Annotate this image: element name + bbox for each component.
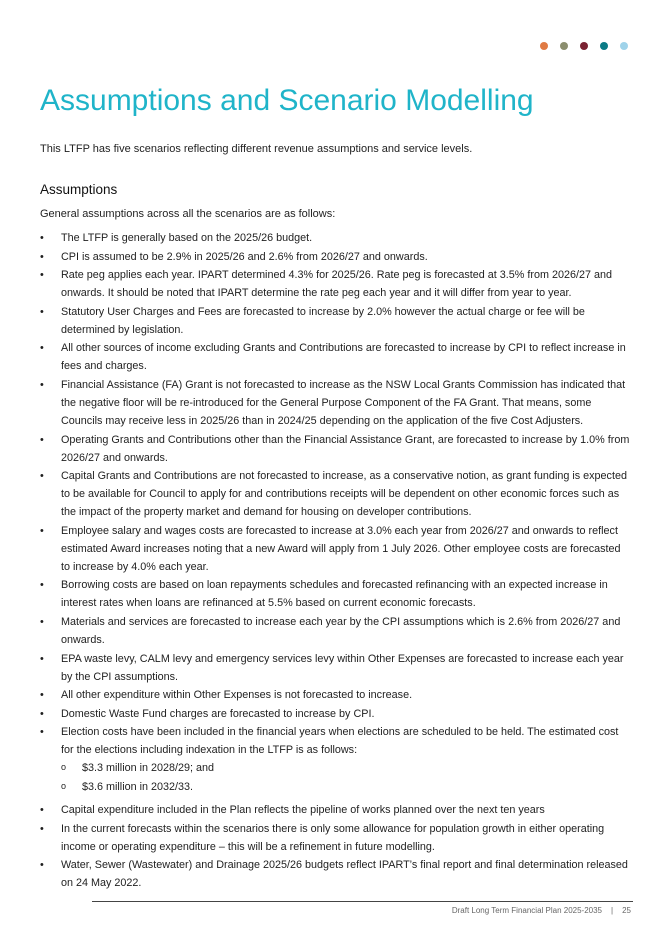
section-intro: General assumptions across all the scenarios are as follows: [40, 208, 336, 220]
list-item-text: Election costs have been included in the financial years when elections are scheduled to be held. The estimated cost for the elections including indexation in the LTFP is as follows: [61, 726, 619, 757]
page-number: 25 [622, 906, 631, 915]
dot-maroon [580, 42, 588, 50]
list-item: • Capital expenditure included in the Plan reflects the pipeline of works planned over the next ten years [40, 801, 632, 819]
list-item: • The LTFP is generally based on the 2025/26 budget. [40, 229, 632, 247]
list-item: • All other sources of income excluding Grants and Contributions are forecasted to increase by CPI to reflect increase in fees and charges. [40, 339, 632, 375]
list-item: • Statutory User Charges and Fees are forecasted to increase by 2.0% however the actual charge or fee will be determined by legislation. [40, 303, 632, 339]
election-sublist [61, 759, 632, 796]
list-item: • Employee salary and wages costs are forecasted to increase at 3.0% each year from 2026/27 and onwards to reflect estimated Award increases noting that a new Award will apply from 1 July 2026. Other employee costs are forecasted to increase by 4.0% each year. [40, 522, 632, 576]
list-item: • Operating Grants and Contributions other than the Financial Assistance Grant, are forecasted to increase by 1.0% from 2026/27 and onwards. [40, 431, 632, 467]
footer-doc-title: Draft Long Term Financial Plan 2025-2035 [451, 906, 603, 915]
sub-list-item: o $3.6 million in 2032/33. [61, 778, 632, 796]
assumptions-list [40, 229, 632, 893]
dot-teal [600, 42, 608, 50]
sub-list-item: o $3.3 million in 2028/29; and [61, 759, 632, 777]
list-item-elections [40, 723, 632, 796]
list-item: • Materials and services are forecasted to increase each year by the CPI assumptions which is 2.6% from 2026/27 and onwards. [40, 613, 632, 649]
dot-orange [540, 42, 548, 50]
list-item: • All other expenditure within Other Expenses is not forecasted to increase. [40, 686, 632, 704]
footer-separator: | [611, 906, 614, 915]
list-item: • Borrowing costs are based on loan repayments schedules and forecasted refinancing with an expected increase in interest rates when loans are refinanced at 5.5% based on current economic forecasts. [40, 576, 632, 612]
list-item: • CPI is assumed to be 2.9% in 2025/26 and 2.6% from 2026/27 and onwards. [40, 248, 632, 266]
page-title: Assumptions and Scenario Modelling [40, 84, 534, 117]
list-item: • Financial Assistance (FA) Grant is not forecasted to increase as the NSW Local Grants Commission has indicated that the negative floor will be re-introduced for the General Purpose Component of the FA Grant. That means, some Councils may receive less in 2025/26 than in 2024/25 depending on the application of the five Cost Adjusters. [40, 376, 632, 430]
list-item: • In the current forecasts within the scenarios there is only some allowance for population growth in either operating income or operating expenditure – this will be a refinement in future modelling. [40, 820, 632, 856]
list-item: • EPA waste levy, CALM levy and emergency services levy within Other Expenses are forecasted to increase each year by the CPI assumptions. [40, 650, 632, 686]
list-item: • Domestic Waste Fund charges are forecasted to increase by CPI. [40, 705, 632, 723]
intro-paragraph: This LTFP has five scenarios reflecting different revenue assumptions and service levels. [40, 143, 473, 155]
dot-olive [560, 42, 568, 50]
section-heading: Assumptions [40, 182, 118, 197]
list-item: • Capital Grants and Contributions are not forecasted to increase, as a conservative notion, as grant funding is expected to be available for Council to apply for and contributions receipts will be dependent on other economic forces such as the impact of the property market and demand for housing on developer contributions. [40, 467, 632, 521]
footer-divider [92, 901, 633, 902]
list-item: • Rate peg applies each year. IPART determined 4.3% for 2025/26. Rate peg is forecasted at 3.5% from 2026/27 and onwards. It should be noted that IPART determine the rate peg each year and it will differ from year to year. [40, 266, 632, 302]
page-footer [452, 906, 631, 915]
list-item: • Water, Sewer (Wastewater) and Drainage 2025/26 budgets reflect IPART’s final report and final determination released on 24 May 2022. [40, 856, 632, 892]
dot-light-blue [620, 42, 628, 50]
